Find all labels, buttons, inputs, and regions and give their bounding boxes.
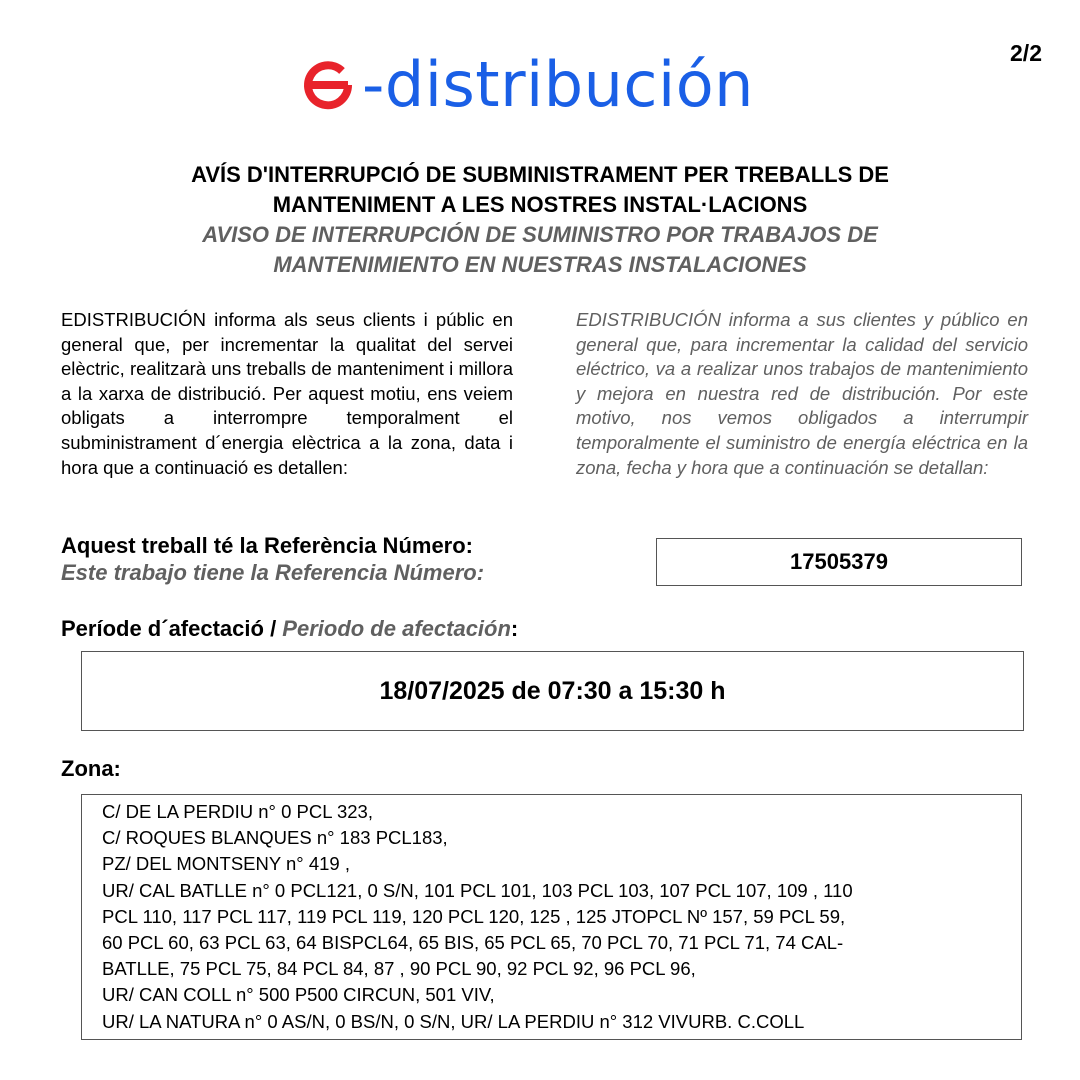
period-box: [81, 651, 1024, 731]
title-catalan-line-2: MANTENIMENT A LES NOSTRES INSTAL·LACIONS: [272, 192, 808, 217]
zone-line: PZ/ DEL MONTSENY n° 419 ,: [102, 853, 350, 875]
period-label-separator: /: [263, 616, 283, 641]
zone-line: UR/ CAL BATLLE n° 0 PCL121, 0 S/N, 101 PCL 101, 103 PCL 103, 107 PCL 107, 109 , 110: [102, 879, 853, 901]
page-number: 2/2: [1010, 40, 1042, 66]
period-label: [61, 616, 518, 642]
zone-line: C/ ROQUES BLANQUES n° 183 PCL183,: [102, 827, 448, 849]
zone-line: BATLLE, 75 PCL 75, 84 PCL 84, 87 , 90 PCL 90, 92 PCL 92, 96 PCL 96,: [102, 958, 696, 980]
period-label-spanish: Periodo de afectación: [282, 616, 511, 641]
period-label-catalan: Període d´afectació: [61, 616, 264, 641]
e-logo-icon: [300, 57, 356, 113]
title-spanish-line-2: MANTENIMIENTO EN NUESTRAS INSTALACIONES: [273, 252, 807, 277]
notice-title: [60, 160, 1020, 280]
reference-number: 17505379: [790, 549, 888, 574]
zone-line: PCL 110, 117 PCL 117, 119 PCL 119, 120 PCL 120, 125 , 125 JTOPCL Nº 157, 59 PCL 59,: [102, 905, 846, 927]
zone-line: 60 PCL 60, 63 PCL 63, 64 BISPCL64, 65 BIS, 65 PCL 65, 70 PCL 70, 71 PCL 71, 74 CAL-: [102, 932, 844, 954]
intro-paragraph-spanish: EDISTRIBUCIÓN informa a sus clientes y público en general que, para incrementar la calidad del servicio eléctrico, va a realizar unos trabajos de mantenimiento y mejora en nuestra red de distribución. Por este motivo, nos vemos obligados a interrumpir temporalmente el suministro de energía eléctrica en la zona, fecha y hora que a continuación se detallan:: [576, 309, 1028, 478]
zone-box: [81, 794, 1022, 1040]
zone-line: C/ DE LA PERDIU n° 0 PCL 323,: [102, 801, 373, 822]
reference-label-catalan: Aquest treball té la Referència Número:: [61, 533, 474, 558]
reference-label-spanish: Este trabajo tiene la Referencia Número:: [61, 560, 485, 585]
reference-labels: [61, 532, 484, 586]
title-spanish-line-1: AVISO DE INTERRUPCIÓN DE SUMINISTRO POR TRABAJOS DE: [202, 222, 878, 247]
title-catalan-line-1: AVÍS D'INTERRUPCIÓ DE SUBMINISTRAMENT PER TREBALLS DE: [191, 162, 889, 187]
zone-label: Zona:: [61, 756, 121, 781]
logo-text: -distribución: [362, 48, 754, 121]
e-distribucion-logo: [300, 42, 780, 128]
period-label-colon: :: [510, 616, 519, 641]
zone-line: UR/ LA NATURA n° 0 AS/N, 0 BS/N, 0 S/N, UR/ LA PERDIU n° 312 VIVURB. C.COLL: [102, 1010, 805, 1032]
zone-line: UR/ CAN COLL n° 500 P500 CIRCUN, 501 VIV,: [102, 984, 495, 1006]
intro-paragraph-catalan: EDISTRIBUCIÓN informa als seus clients i públic en general que, per incrementar la qualitat del servei elèctric, realitzarà uns treballs de manteniment i millora a la xarxa de distribució. Per aquest motiu, ens veiem obligats a interrompre temporalment el subministrament d´energia elèctrica a la zona, data i hora que a continuació es detallen:: [61, 309, 513, 478]
period-value: 18/07/2025 de 07:30 a 15:30 h: [379, 676, 726, 705]
reference-number-box: [656, 538, 1022, 586]
